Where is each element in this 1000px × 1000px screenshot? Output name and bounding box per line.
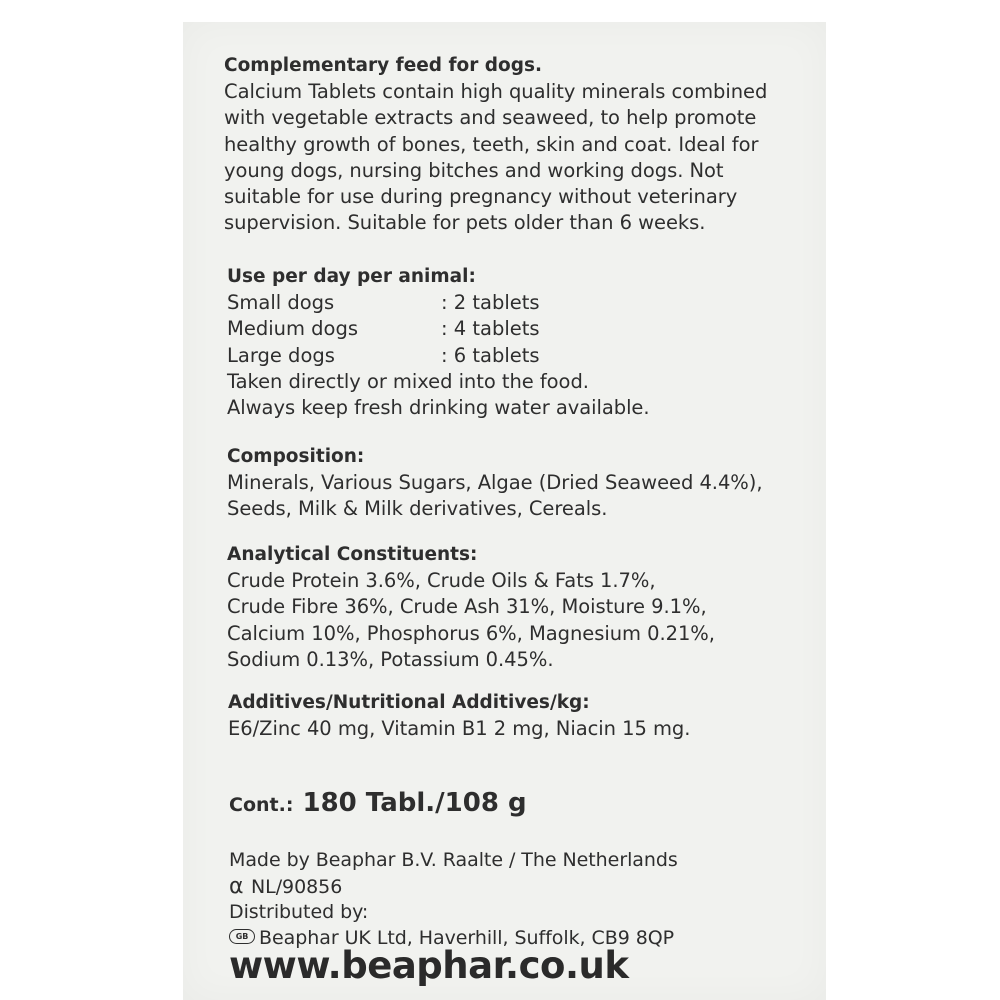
usage-heading: Use per day per animal:	[227, 266, 476, 287]
intro-line: supervision. Suitable for pets older than 6 weeks.	[224, 211, 706, 235]
contents-label: Cont.:	[229, 794, 294, 816]
intro-line: healthy growth of bones, teeth, skin and coat. Ideal for	[224, 132, 759, 156]
analytical-line: Calcium 10%, Phosphorus 6%, Magnesium 0.21%,	[227, 621, 715, 645]
additives-section	[228, 690, 818, 742]
usage-value: : 6 tablets	[441, 343, 540, 367]
additives-heading: Additives/Nutritional Additives/kg:	[228, 692, 590, 713]
analytical-line: Sodium 0.13%, Potassium 0.45%.	[227, 647, 554, 671]
usage-row	[227, 290, 817, 316]
usage-label: Small dogs	[227, 291, 335, 315]
contents-value: 180 Tabl./108 g	[302, 788, 527, 818]
intro-line: suitable for use during pregnancy without veterinary	[224, 185, 738, 209]
usage-row	[227, 316, 817, 342]
analytical-line: Crude Fibre 36%, Crude Ash 31%, Moisture 9.1%,	[227, 595, 707, 619]
composition-section	[227, 444, 817, 523]
analytical-section	[227, 542, 817, 673]
analytical-heading: Analytical Constituents:	[227, 544, 478, 565]
intro-line: Calcium Tablets contain high quality minerals combined	[224, 80, 768, 104]
gb-badge: GB	[229, 929, 255, 944]
intro-heading: Complementary feed for dogs.	[224, 55, 543, 76]
usage-note: Always keep fresh drinking water available.	[227, 396, 650, 420]
usage-section	[227, 264, 817, 421]
intro-line: young dogs, nursing bitches and working dogs. Not	[224, 158, 724, 182]
distributed-label: Distributed by:	[229, 901, 369, 923]
manufacturer-section	[229, 848, 819, 951]
usage-value: : 2 tablets	[441, 291, 540, 315]
contents-line	[229, 788, 527, 818]
registration-line	[229, 874, 819, 901]
intro-section	[224, 53, 814, 236]
composition-heading: Composition:	[227, 446, 365, 467]
usage-label: Large dogs	[227, 343, 335, 367]
distributor-address: Beaphar UK Ltd, Haverhill, Suffolk, CB9 8QP	[259, 926, 675, 949]
usage-note: Taken directly or mixed into the food.	[227, 369, 589, 393]
usage-row	[227, 343, 817, 369]
usage-label: Medium dogs	[227, 317, 359, 341]
intro-line: with vegetable extracts and seaweed, to help promote	[224, 106, 757, 130]
additives-line: E6/Zinc 40 mg, Vitamin B1 2 mg, Niacin 15 mg.	[228, 717, 691, 741]
analytical-line: Crude Protein 3.6%, Crude Oils & Fats 1.7%,	[227, 569, 656, 593]
registration-number: NL/90856	[251, 875, 343, 898]
composition-line: Minerals, Various Sugars, Algae (Dried Seaweed 4.4%),	[227, 471, 763, 495]
composition-line: Seeds, Milk & Milk derivatives, Cereals.	[227, 497, 608, 521]
usage-value: : 4 tablets	[441, 317, 540, 341]
made-by: Made by Beaphar B.V. Raalte / The Netherlands	[229, 849, 678, 871]
alpha-symbol: α	[229, 873, 244, 899]
website-url: www.beaphar.co.uk	[229, 944, 629, 987]
